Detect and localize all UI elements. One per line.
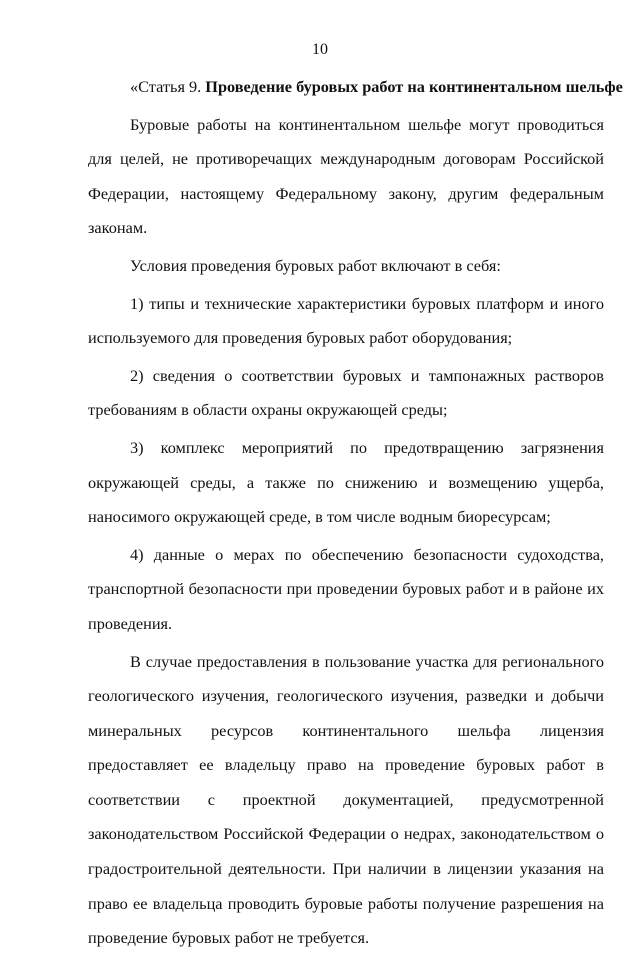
paragraph-item-2: 2) сведения о соответствии буровых и тампонажных растворов требованиям в области охраны окружающей среды; bbox=[88, 365, 604, 420]
paragraph-item-3: 3) комплекс мероприятий по предотвращению загрязнения окружающей среды, а также по снижению и возмещению ущерба, наносимого окружающей среде, в том числе водным биоресурсам; bbox=[88, 437, 604, 527]
paragraph-license: В случае предоставления в пользование участка для регионального геологического изучения, геологического изучения, разведки и добычи минеральных ресурсов континентального шельфа лицензия предоставляет ее владельцу право на проведение буровых работ в соответствии с проектной документацией, предусмотренной законодательством Российской Федерации о недрах, законодательством о градостроительной деятельности. При наличии в лицензии указания на право ее владельца проводить буровые работы получение разрешения на проведение буровых работ не требуется. bbox=[88, 651, 604, 948]
paragraph-purpose: Буровые работы на континентальном шельфе могут проводиться для целей, не противоречащих международным договорам Российской Федерации, настоящему Федеральному закону, другим федеральным законам. bbox=[88, 114, 604, 238]
article-heading bbox=[88, 70, 623, 105]
document-body bbox=[88, 70, 623, 956]
article-prefix: «Статья 9. bbox=[130, 77, 206, 96]
paragraph-conditions-intro: Условия проведения буровых работ включают в себя: bbox=[130, 255, 501, 275]
article-title: Проведение буровых работ на континентальном шельфе bbox=[205, 77, 623, 96]
paragraph-item-4: 4) данные о мерах по обеспечению безопасности судоходства, транспортной безопасности при проведении буровых работ и в районе их проведения. bbox=[88, 544, 604, 633]
paragraph-item-1: 1) типы и технические характеристики буровых платформ и иного используемого для проведения буровых работ оборудования; bbox=[88, 293, 604, 348]
page-number: 10 bbox=[312, 41, 328, 58]
